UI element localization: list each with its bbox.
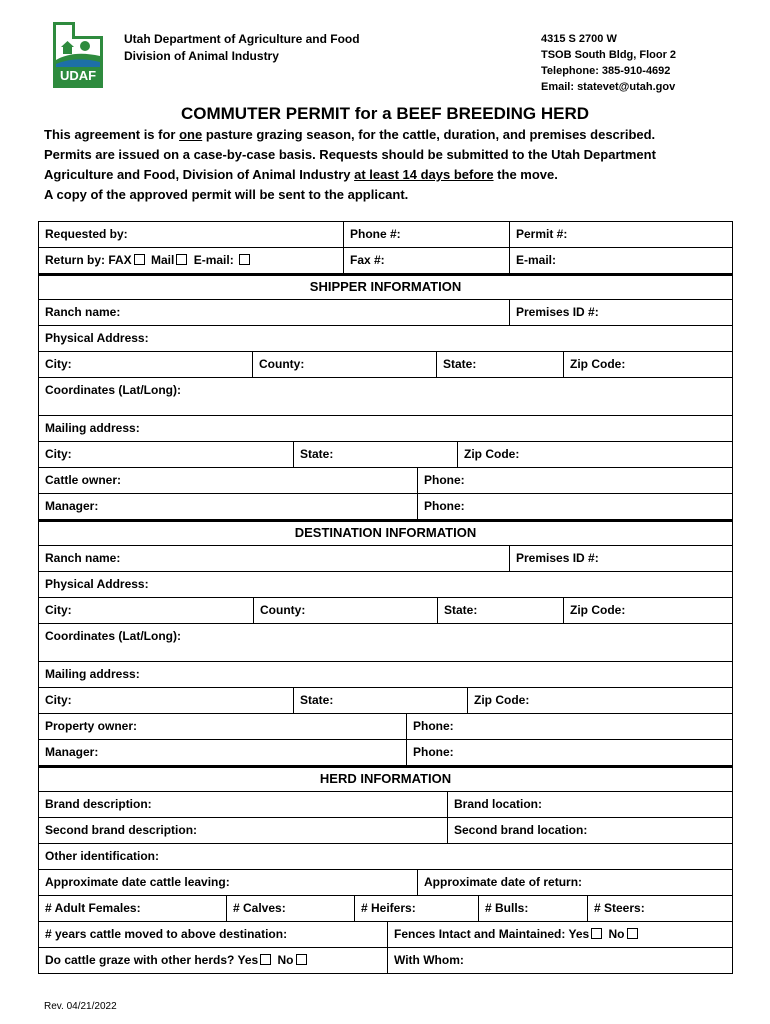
fences-yes-checkbox[interactable] [591, 928, 602, 939]
brand-location-field[interactable]: Brand location: [447, 792, 542, 817]
property-owner-phone-field[interactable]: Phone: [406, 714, 454, 739]
property-owner-field[interactable]: Property owner: [45, 719, 138, 733]
fax-field[interactable]: Fax #: [343, 248, 385, 273]
intro-text: This agreement is for one pasture grazing season, for the cattle, duration, and premises described. Permits are issued on a case-by-case basis. Requests should be submitted to the Utah Department Agriculture and Food, Division of Animal Industry at least 14 days before the move. A copy of the approved permit will be sent to the applicant. [44, 127, 656, 202]
address-line1: 4315 S 2700 W [541, 33, 617, 45]
shipper-zip-field[interactable]: Zip Code: [563, 352, 625, 377]
heifers-field[interactable]: # Heifers: [354, 896, 416, 921]
agency-name: Utah Department of Agriculture and Food [124, 32, 360, 46]
date-leaving-field[interactable]: Approximate date cattle leaving: [45, 875, 230, 889]
shipper-manager-phone-field[interactable]: Phone: [417, 494, 465, 519]
bulls-field[interactable]: # Bulls: [478, 896, 528, 921]
brand-description-field[interactable]: Brand description: [45, 797, 152, 811]
fences-no-checkbox[interactable] [627, 928, 638, 939]
request-email-field[interactable]: E-mail: [509, 248, 556, 273]
dest-zip-field[interactable]: Zip Code: [563, 598, 625, 623]
revision-date: Rev. 04/21/2022 [44, 1001, 117, 1012]
shipper-section [38, 274, 733, 520]
fences-field: Fences Intact and Maintained: Yes No [387, 922, 641, 947]
dest-mailing-state-field[interactable]: State: [293, 688, 333, 713]
shipper-manager-field[interactable]: Manager: [45, 499, 99, 513]
dest-mailing-zip-field[interactable]: Zip Code: [467, 688, 529, 713]
contact-block [541, 31, 676, 95]
dest-manager-field[interactable]: Manager: [45, 745, 99, 759]
herd-section [38, 766, 733, 974]
second-brand-location-field[interactable]: Second brand location: [447, 818, 587, 843]
mail-checkbox[interactable] [176, 254, 187, 265]
shipper-county-field[interactable]: County: [252, 352, 304, 377]
second-brand-description-field[interactable]: Second brand description: [45, 823, 198, 837]
shipper-premises-id-field[interactable]: Premises ID #: [509, 300, 599, 325]
destination-section [38, 520, 733, 766]
dest-city-field[interactable]: City: [45, 603, 72, 617]
fax-checkbox[interactable] [134, 254, 145, 265]
logo-text: UDAF [59, 68, 97, 83]
dest-physical-address-field[interactable]: Physical Address: [45, 577, 149, 591]
permit-field[interactable]: Permit #: [509, 222, 567, 247]
cattle-owner-field[interactable]: Cattle owner: [45, 473, 122, 487]
other-identification-field[interactable]: Other identification: [45, 849, 159, 863]
request-section [38, 221, 733, 274]
years-moved-field[interactable]: # years cattle moved to above destination: [45, 927, 288, 941]
agency-block [124, 31, 360, 65]
shipper-mailing-state-field[interactable]: State: [293, 442, 333, 467]
shipper-coordinates-field[interactable]: Coordinates (Lat/Long): [45, 383, 181, 397]
shipper-mailing-city-field[interactable]: City: [45, 447, 72, 461]
address-line2: TSOB South Bldg, Floor 2 [541, 49, 677, 61]
cattle-owner-phone-field[interactable]: Phone: [417, 468, 465, 493]
dest-coordinates-field[interactable]: Coordinates (Lat/Long): [45, 629, 181, 643]
email-address: Email: statevet@utah.gov [541, 81, 676, 93]
steers-field[interactable]: # Steers: [587, 896, 645, 921]
return-by-field: Return by: FAX Mail E-mail: [39, 248, 253, 273]
page-title: COMMUTER PERMIT for a BEEF BREEDING HERD [180, 104, 590, 123]
date-return-field[interactable]: Approximate date of return: [417, 870, 582, 895]
dest-county-field[interactable]: County: [253, 598, 305, 623]
graze-other-field: Do cattle graze with other herds? Yes No [39, 948, 310, 973]
shipper-ranch-name-field[interactable]: Ranch name: [45, 305, 121, 319]
dest-ranch-name-field[interactable]: Ranch name: [45, 551, 121, 565]
graze-yes-checkbox[interactable] [260, 954, 271, 965]
adult-females-field[interactable]: # Adult Females: [45, 901, 141, 915]
requested-by-field[interactable]: Requested by: [45, 227, 128, 241]
dest-mailing-city-field[interactable]: City: [45, 693, 72, 707]
calves-field[interactable]: # Calves: [226, 896, 286, 921]
telephone: Telephone: 385-910-4692 [541, 65, 671, 77]
shipper-heading: SHIPPER INFORMATION [309, 279, 462, 294]
shipper-mailing-zip-field[interactable]: Zip Code: [457, 442, 519, 467]
phone-field[interactable]: Phone #: [343, 222, 401, 247]
herd-heading: HERD INFORMATION [319, 771, 452, 786]
shipper-state-field[interactable]: State: [436, 352, 476, 377]
shipper-city-field[interactable]: City: [45, 357, 72, 371]
shipper-mailing-address-field[interactable]: Mailing address: [45, 421, 140, 435]
shipper-physical-address-field[interactable]: Physical Address: [45, 331, 149, 345]
email-checkbox[interactable] [239, 254, 250, 265]
with-whom-field[interactable]: With Whom: [387, 948, 464, 973]
dest-state-field[interactable]: State: [437, 598, 477, 623]
dest-premises-id-field[interactable]: Premises ID #: [509, 546, 599, 571]
destination-heading: DESTINATION INFORMATION [294, 525, 477, 540]
division-name: Division of Animal Industry [124, 49, 279, 63]
graze-no-checkbox[interactable] [296, 954, 307, 965]
dest-manager-phone-field[interactable]: Phone: [406, 740, 454, 765]
dest-mailing-address-field[interactable]: Mailing address: [45, 667, 140, 681]
udaf-logo [53, 22, 103, 88]
